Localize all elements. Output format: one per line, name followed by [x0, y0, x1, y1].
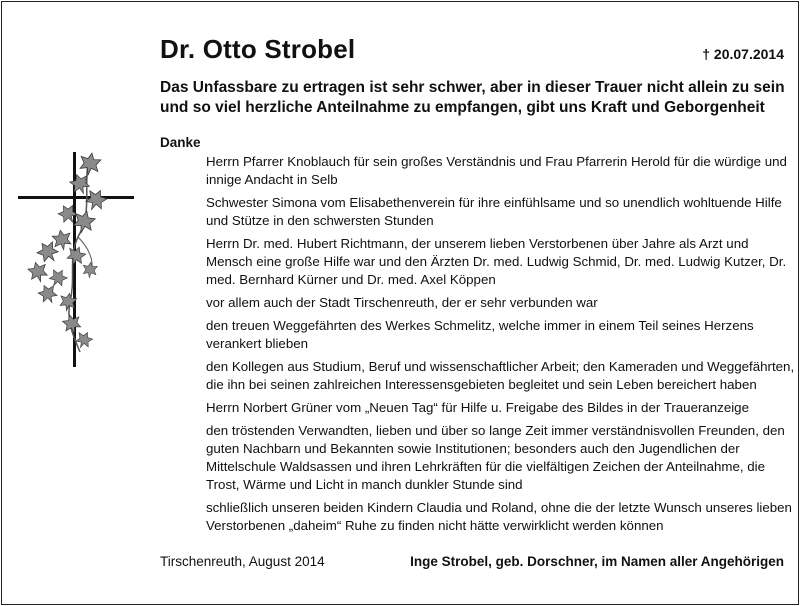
thanks-item: schließlich unseren beiden Kindern Claudia und Roland, ohne die der letzte Wunsch unseres lieben Verstorbenen „daheim“ Ruhe zu finden nicht hätte verwirklicht werden können — [206, 500, 792, 533]
thanks-item: Herrn Pfarrer Knoblauch für sein großes Verständnis und Frau Pfarrerin Herold für die würdige und innige Andacht in Selb — [206, 154, 787, 187]
thanks-item: den treuen Weggefährten des Werkes Schmelitz, welche immer in einem Teil seines Herzens verankert blieben — [206, 318, 754, 351]
signer-line: Inge Strobel, geb. Dorschner, im Namen aller Angehörigen — [410, 554, 784, 569]
place-date: Tirschenreuth, August 2014 — [160, 554, 325, 569]
thanks-item: Herrn Dr. med. Hubert Richtmann, der unserem lieben Verstorbenen über Jahre als Arzt und Mensch eine große Hilfe war und den Ärzten Dr. med. Ludwig Schmid, Dr. med. Ludwig Kutzer, Dr. med. Bernhard Kürner und Dr. med. Axel Köppen — [206, 236, 787, 287]
thanks-item: den Kollegen aus Studium, Beruf und wissenschaftlicher Arbeit; den Kameraden und Weggefährten, die ihn bei seinen zahlreichen Interessensgebieten begleitet und sein Leben bereichert haben — [206, 359, 795, 392]
thanks-item: den tröstenden Verwandten, lieben und über so lange Zeit immer verständnisvollen Freunden, den guten Nachbarn und Bekannten sowie Institutionen; besonders auch den Jugendlichen der Mittelschule Waldsassen und ihren Lehrkräften für die vielfältigen Zeichen der Anteilnahme, die Trost, Wärme und Licht in manch dunkler Stunde sind — [206, 423, 785, 492]
intro-text: Das Unfassbare zu ertragen ist sehr schwer, aber in dieser Trauer nicht allein zu sein und so viel herzliche Anteilnahme zu empfangen, gibt uns Kraft und Geborgenheit — [160, 79, 785, 116]
thanks-list — [206, 153, 796, 540]
cross-with-ivy-icon — [18, 152, 143, 372]
thanks-item: vor allem auch der Stadt Tirschenreuth, der er sehr verbunden war — [206, 295, 598, 310]
thanks-item: Herrn Norbert Grüner vom „Neuen Tag“ für Hilfe u. Freigabe des Bildes in der Traueranzeige — [206, 400, 749, 415]
thanks-heading: Danke — [160, 135, 201, 150]
deceased-name: Dr. Otto Strobel — [160, 34, 356, 64]
thanks-item: Schwester Simona vom Elisabethenverein für ihre einfühlsame und so unendlich wohltuende Hilfe und Stütze in den schwersten Stunden — [206, 195, 782, 228]
death-date: † 20.07.2014 — [702, 46, 784, 62]
